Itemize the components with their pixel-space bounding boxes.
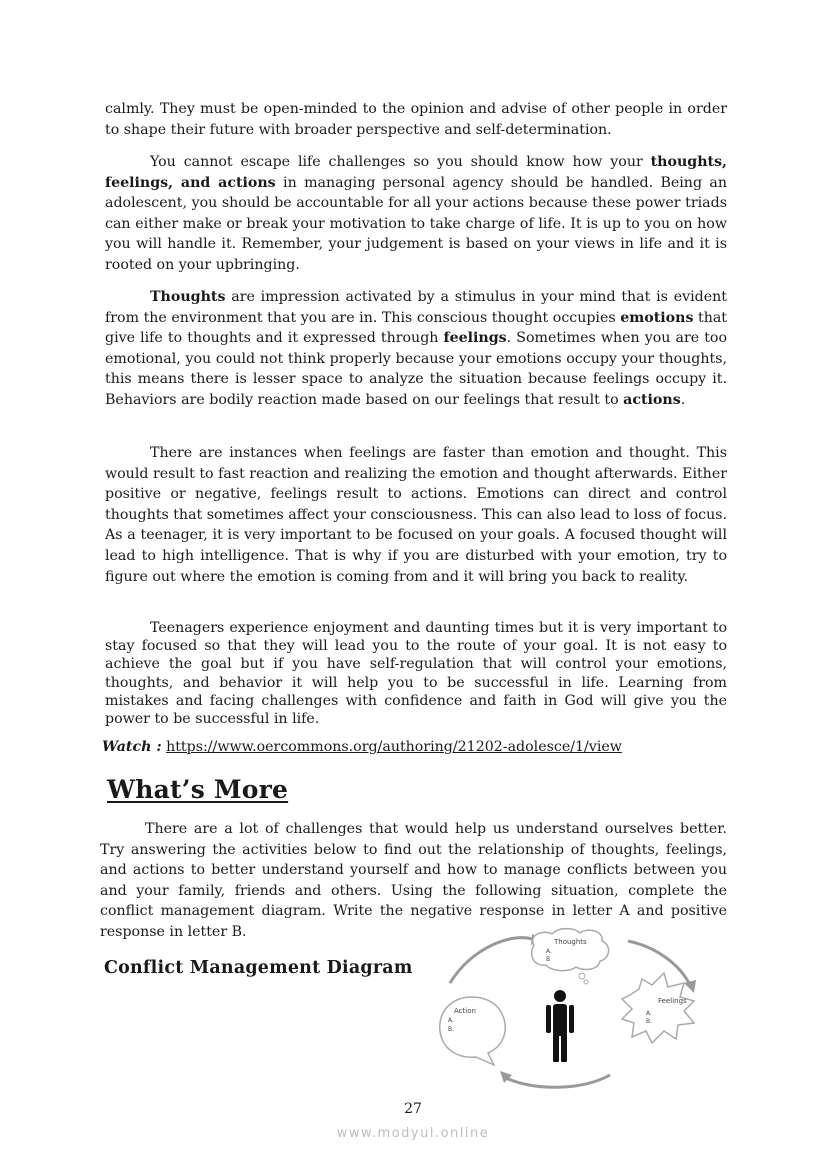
paragraph-3 <box>105 287 727 411</box>
paragraph-5-text: Teenagers experience enjoyment and daunting times but it is very important to stay focused so that they will lead you to the route of your goal. It is not easy to achieve the goal but if you have self-regulation that will control your emotions, thoughts, and behavior it will help you to be successful in life. Learning from mistakes and facing challenges with confidence and faith in God will give you the power to be successful in life. <box>105 620 727 728</box>
term-actions: actions <box>623 391 681 408</box>
arrow-bottom <box>504 1075 610 1087</box>
paragraph-3-text: . <box>680 391 686 408</box>
page-number: 27 <box>404 1101 422 1117</box>
paragraph-2-text: in managing personal agency should be handled. Being an adolescent, you should be accountable for all your actions because these power triads can either make or break your motivation to take charge of life. It is up to you on how you will handle it. Remember, your judgement is based on your views in life and it is rooted on your upbringing. <box>105 174 727 273</box>
person-icon <box>546 990 574 1062</box>
term-emotions: emotions <box>620 309 694 326</box>
paragraph-4 <box>105 443 727 587</box>
action-label: Action <box>454 1007 476 1015</box>
footer-watermark: www.modyul.online <box>336 1126 490 1141</box>
action-a: A. <box>448 1017 454 1024</box>
paragraph-2 <box>105 152 727 276</box>
paragraph-2-text: You cannot escape life challenges so you should know how your <box>150 154 651 170</box>
thoughts-b: B <box>546 956 551 963</box>
feelings-burst <box>622 973 694 1043</box>
paragraph-6-text: There are a lot of challenges that would help us understand ourselves better. Try answering the activities below to find out the relationship of thoughts, feelings, and actions to better understand yourself and how to manage conflicts between you and your family, friends and others. Using the following situation, complete the conflict management diagram. Write the negative response in letter A and positive response in letter B. <box>100 821 727 940</box>
thoughts-label: Thoughts <box>554 938 587 946</box>
paragraph-3-text: are impression activated by a stimulus in your mind that is evident from the environment that you are in. This conscious thought occupies <box>105 289 727 326</box>
paragraph-2-bold: thoughts, feelings, and actions <box>105 154 727 191</box>
term-thoughts: Thoughts <box>150 289 226 305</box>
action-bubble <box>440 997 505 1065</box>
thoughts-cloud <box>532 929 609 984</box>
paragraph-3-text: . Sometimes when you are too emotional, you could not think properly because your emotions occupy your thoughts, this means there is lesser space to analyze the situation because feelings occupy it. Behaviors are bodily reaction made based on our feelings that result to <box>105 330 727 408</box>
paragraph-5 <box>105 619 727 728</box>
conflict-management-diagram <box>432 925 732 1095</box>
feelings-a: A. <box>646 1010 652 1017</box>
feelings-b: B. <box>646 1018 653 1025</box>
term-feelings: feelings <box>443 330 507 347</box>
feelings-label: Feelings <box>658 997 687 1005</box>
arrowhead-right-top <box>684 980 696 993</box>
action-b: B. <box>448 1026 455 1033</box>
diagram-title: Conflict Management Diagram <box>104 958 413 978</box>
watch-line <box>102 737 622 757</box>
paragraph-4-text: There are instances when feelings are faster than emotion and thought. This would result to fast reaction and realizing the emotion and thought afterwards. Either positive or negative, feelings result to actions. Emotions can direct and control thoughts that sometimes affect your consciousness. This can also lead to loss of focus. As a teenager, it is very important to be focused on your goals. A focused thought will lead to high intelligence. That is why if you are disturbed with your emotion, try to figure out where the emotion is coming from and it will bring you back to reality. <box>105 445 727 585</box>
watch-label: Watch : <box>102 739 162 755</box>
thoughts-a: A. <box>546 948 552 955</box>
section-heading: What’s More <box>107 775 289 804</box>
paragraph-1: calmly. They must be open-minded to the opinion and advise of other people in order to shape their future with broader perspective and self-determination. <box>105 101 727 138</box>
watch-link[interactable]: https://www.oercommons.org/authoring/21202-adolesce/1/view <box>166 739 622 755</box>
arrow-left-top <box>450 938 532 983</box>
paragraph-3-text: that give life to thoughts and it expressed through <box>105 309 727 347</box>
